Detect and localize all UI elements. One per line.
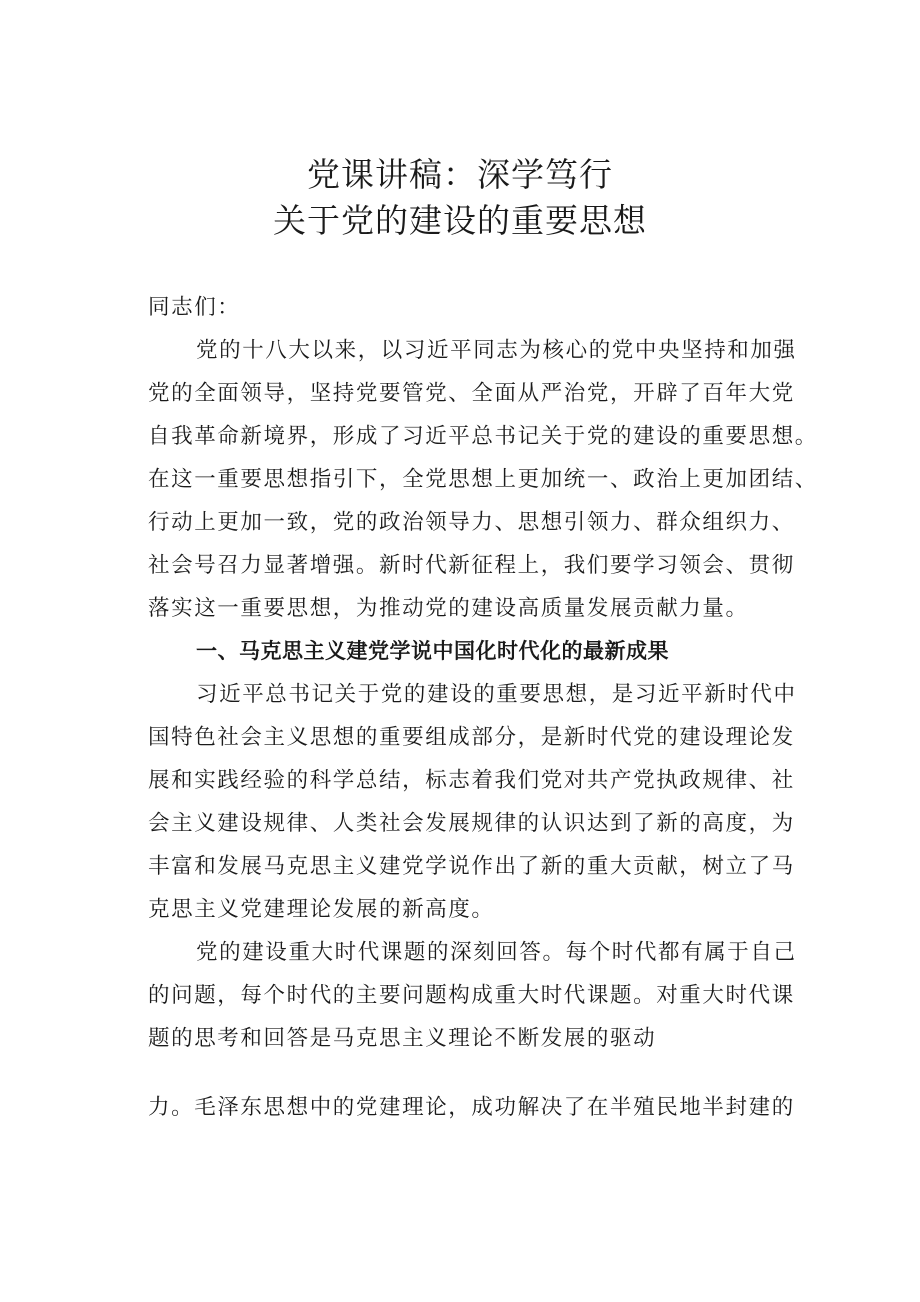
paragraph-line: 习近平总书记关于党的建设的重要思想，是习近平新时代中 (196, 682, 797, 707)
paragraph-line: 力。毛泽东思想中的党建理论，成功解决了在半殖民地半封建的 (148, 1095, 795, 1120)
document-title (0, 152, 920, 244)
paragraph-line: 丰富和发展马克思主义建党学说作出了新的重大贡献，树立了马 (148, 854, 795, 879)
paragraph-2 (148, 673, 818, 931)
paragraph-line: 党的建设重大时代课题的深刻回答。每个时代都有属于自己 (196, 940, 797, 965)
title-line-1: 党课讲稿：深学笃行 (307, 155, 613, 194)
paragraph-line: 党的全面领导，坚持党要管党、全面从严治党，开辟了百年大党 (148, 381, 795, 406)
paragraph-line: 在这一重要思想指引下，全党思想上更加统一、政治上更加团结、 (148, 467, 818, 492)
paragraph-line: 展和实践经验的科学总结，标志着我们党对共产党执政规律、社 (148, 768, 795, 793)
paragraph-3 (148, 931, 818, 1060)
paragraph-1 (148, 329, 818, 630)
section-heading: 一、马克思主义建党学说中国化时代化的最新成果 (196, 639, 669, 663)
salutation: 同志们： (148, 295, 241, 320)
paragraph-line: 社会号召力显著增强。新时代新征程上，我们要学习领会、贯彻 (148, 553, 795, 578)
paragraph-line: 的问题，每个时代的主要问题构成重大时代课题。对重大时代课 (148, 983, 795, 1008)
paragraph-line: 党的十八大以来，以习近平同志为核心的党中央坚持和加强 (196, 338, 797, 363)
paragraph-line: 题的思考和回答是马克思主义理论不断发展的驱动 (148, 1026, 657, 1051)
paragraph-line: 克思主义党建理论发展的新高度。 (148, 897, 495, 922)
paragraph-line: 国特色社会主义思想的重要组成部分，是新时代党的建设理论发 (148, 725, 795, 750)
paragraph-line: 会主义建设规律、人类社会发展规律的认识达到了新的高度，为 (148, 811, 795, 836)
paragraph-line: 落实这一重要思想，为推动党的建设高质量发展贡献力量。 (148, 596, 749, 621)
document-body-continued (148, 1086, 818, 1129)
paragraph-line: 自我革命新境界，形成了习近平总书记关于党的建设的重要思想。 (148, 424, 818, 449)
paragraph-line: 行动上更加一致，党的政治领导力、思想引领力、群众组织力、 (148, 510, 795, 535)
title-line-2: 关于党的建设的重要思想 (273, 201, 647, 240)
document-body (148, 286, 818, 1060)
